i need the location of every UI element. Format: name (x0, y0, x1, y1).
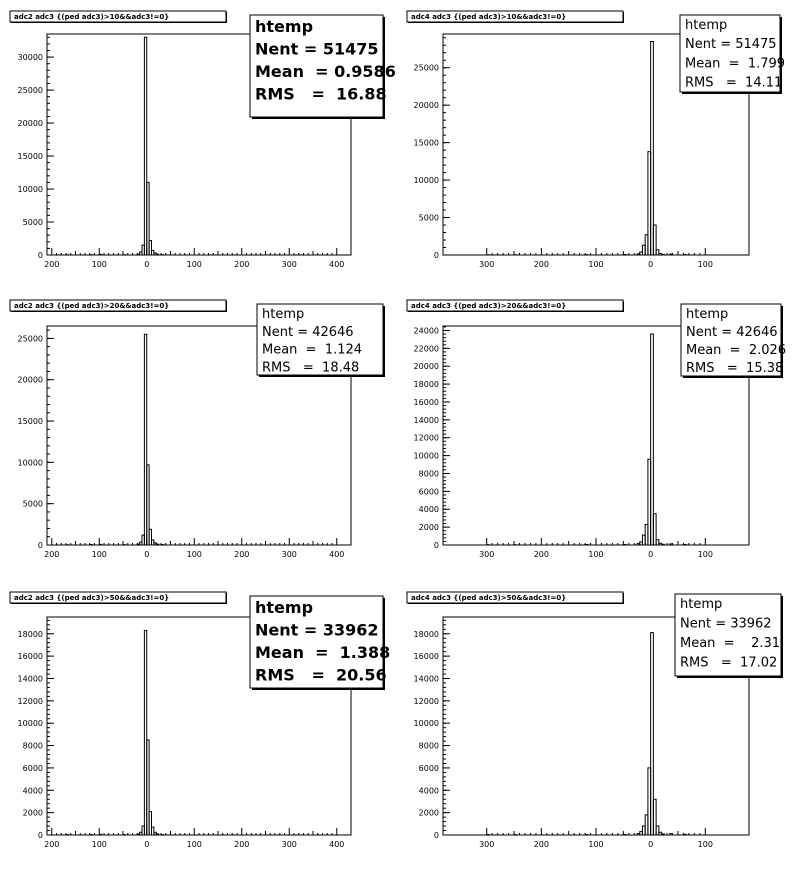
x-tick-label: 400 (329, 260, 344, 269)
x-tick-label: 300 (282, 550, 297, 559)
stats-name: htemp (686, 307, 728, 322)
y-tick-label: 8000 (23, 742, 43, 751)
x-tick-label: 100 (698, 260, 713, 269)
y-tick-label: 14000 (18, 674, 43, 683)
x-tick-label: 400 (329, 550, 344, 559)
x-tick-label: 100 (588, 840, 603, 849)
x-tick-label: 300 (282, 260, 297, 269)
y-tick-label: 25000 (18, 334, 43, 343)
stats-mean: Mean = 0.9586 (255, 62, 396, 81)
stats-entries: Nent = 33962 (255, 621, 379, 640)
y-tick-label: 10000 (18, 719, 43, 728)
stats-box (250, 15, 396, 119)
histogram-panel-3 (10, 300, 385, 559)
y-tick-label: 10000 (18, 458, 43, 467)
x-tick-label: 200 (234, 550, 249, 559)
x-tick-label: 0 (144, 260, 149, 269)
stats-entries: Nent = 51475 (685, 37, 777, 52)
x-tick-label: 0 (144, 550, 149, 559)
stats-mean: Mean = 2.31 (680, 636, 780, 651)
y-tick-label: 25000 (18, 86, 43, 95)
x-tick-label: 100 (187, 260, 202, 269)
stats-name: htemp (255, 17, 313, 36)
x-tick-label: 200 (44, 260, 59, 269)
y-tick-label: 15000 (18, 152, 43, 161)
y-tick-label: 0 (38, 251, 43, 260)
y-tick-label: 4000 (419, 786, 439, 795)
y-tick-label: 5000 (419, 214, 439, 223)
x-tick-label: 200 (44, 550, 59, 559)
x-tick-label: 200 (534, 550, 549, 559)
stats-box (680, 15, 785, 94)
y-tick-label: 5000 (23, 218, 43, 227)
y-tick-label: 16000 (414, 652, 439, 661)
y-tick-label: 0 (434, 251, 439, 260)
y-tick-label: 2000 (23, 809, 43, 818)
stats-name: htemp (680, 597, 722, 612)
x-tick-label: 100 (187, 840, 202, 849)
x-tick-label: 400 (329, 840, 344, 849)
histogram-title: adc4 adc3 {(ped adc3)>10&&adc3!=0} (411, 13, 566, 21)
y-tick-label: 15000 (18, 417, 43, 426)
stats-entries: Nent = 33962 (680, 617, 772, 632)
stats-box (681, 304, 786, 378)
x-tick-label: 100 (698, 550, 713, 559)
x-tick-label: 0 (648, 550, 653, 559)
y-tick-label: 22000 (414, 344, 439, 353)
stats-mean: Mean = 1.124 (262, 343, 362, 358)
histogram-title: adc2 adc3 {(ped adc3)>20&&adc3!=0} (14, 302, 169, 310)
y-tick-label: 2000 (419, 523, 439, 532)
y-tick-label: 0 (434, 831, 439, 840)
stats-rms: RMS = 20.56 (255, 666, 387, 685)
histogram-panel-6 (407, 592, 783, 849)
y-tick-label: 18000 (414, 630, 439, 639)
x-tick-label: 100 (92, 840, 107, 849)
x-tick-label: 0 (648, 840, 653, 849)
histogram-panel-1 (10, 11, 396, 269)
y-tick-label: 0 (434, 541, 439, 550)
stats-entries: Nent = 42646 (262, 325, 354, 340)
y-tick-label: 30000 (18, 53, 43, 62)
y-tick-label: 0 (38, 831, 43, 840)
y-tick-label: 14000 (414, 674, 439, 683)
y-tick-label: 20000 (18, 119, 43, 128)
stats-mean: Mean = 1.799 (685, 56, 785, 71)
stats-box (257, 304, 385, 377)
x-tick-label: 100 (588, 550, 603, 559)
y-tick-label: 0 (38, 541, 43, 550)
stats-rms: RMS = 15.38 (686, 361, 783, 376)
stats-name: htemp (262, 307, 304, 322)
y-tick-label: 25000 (414, 64, 439, 73)
y-tick-label: 12000 (414, 697, 439, 706)
y-tick-label: 10000 (18, 185, 43, 194)
histogram-panel-2 (407, 11, 785, 269)
y-tick-label: 14000 (414, 416, 439, 425)
y-tick-label: 2000 (419, 809, 439, 818)
stats-rms: RMS = 18.48 (262, 360, 359, 375)
y-tick-label: 10000 (414, 719, 439, 728)
x-tick-label: 200 (234, 260, 249, 269)
histogram-panel-5 (10, 592, 390, 849)
y-tick-label: 15000 (414, 139, 439, 148)
y-tick-label: 6000 (419, 487, 439, 496)
y-tick-label: 4000 (419, 505, 439, 514)
y-tick-label: 12000 (18, 697, 43, 706)
stats-entries: Nent = 51475 (255, 40, 379, 59)
stats-box (250, 596, 390, 690)
stats-rms: RMS = 14.11 (685, 76, 782, 91)
stats-mean: Mean = 2.026 (686, 343, 786, 358)
x-tick-label: 0 (144, 840, 149, 849)
y-tick-label: 12000 (414, 434, 439, 443)
histogram-title: adc2 adc3 {(ped adc3)>10&&adc3!=0} (14, 13, 169, 21)
histogram-panel-4 (407, 300, 786, 559)
histogram-title: adc4 adc3 {(ped adc3)>50&&adc3!=0} (411, 594, 566, 602)
y-tick-label: 18000 (414, 380, 439, 389)
y-tick-label: 20000 (414, 362, 439, 371)
y-tick-label: 6000 (23, 764, 43, 773)
y-tick-label: 24000 (414, 326, 439, 335)
y-tick-label: 4000 (23, 786, 43, 795)
x-tick-label: 0 (648, 260, 653, 269)
stats-rms: RMS = 16.88 (255, 85, 387, 104)
x-tick-label: 100 (698, 840, 713, 849)
y-tick-label: 8000 (419, 469, 439, 478)
histogram-title: adc4 adc3 {(ped adc3)>20&&adc3!=0} (411, 302, 566, 310)
y-tick-label: 10000 (414, 176, 439, 185)
y-tick-label: 16000 (18, 652, 43, 661)
x-tick-label: 100 (588, 260, 603, 269)
stats-name: htemp (685, 18, 727, 33)
stats-rms: RMS = 17.02 (680, 656, 777, 671)
x-tick-label: 200 (44, 840, 59, 849)
histogram-title: adc2 adc3 {(ped adc3)>50&&adc3!=0} (14, 594, 169, 602)
stats-mean: Mean = 1.388 (255, 643, 390, 662)
x-tick-label: 200 (534, 840, 549, 849)
x-tick-label: 100 (187, 550, 202, 559)
y-tick-label: 8000 (419, 742, 439, 751)
x-tick-label: 300 (479, 260, 494, 269)
y-tick-label: 18000 (18, 630, 43, 639)
stats-box (675, 594, 783, 678)
x-tick-label: 200 (234, 840, 249, 849)
x-tick-label: 100 (92, 260, 107, 269)
stats-name: htemp (255, 598, 313, 617)
y-tick-label: 20000 (414, 101, 439, 110)
y-tick-label: 6000 (419, 764, 439, 773)
y-tick-label: 10000 (414, 452, 439, 461)
x-tick-label: 100 (92, 550, 107, 559)
y-tick-label: 5000 (23, 500, 43, 509)
x-tick-label: 300 (479, 550, 494, 559)
y-tick-label: 16000 (414, 398, 439, 407)
stats-entries: Nent = 42646 (686, 325, 778, 340)
x-tick-label: 300 (282, 840, 297, 849)
x-tick-label: 300 (479, 840, 494, 849)
x-tick-label: 200 (534, 260, 549, 269)
y-tick-label: 20000 (18, 376, 43, 385)
